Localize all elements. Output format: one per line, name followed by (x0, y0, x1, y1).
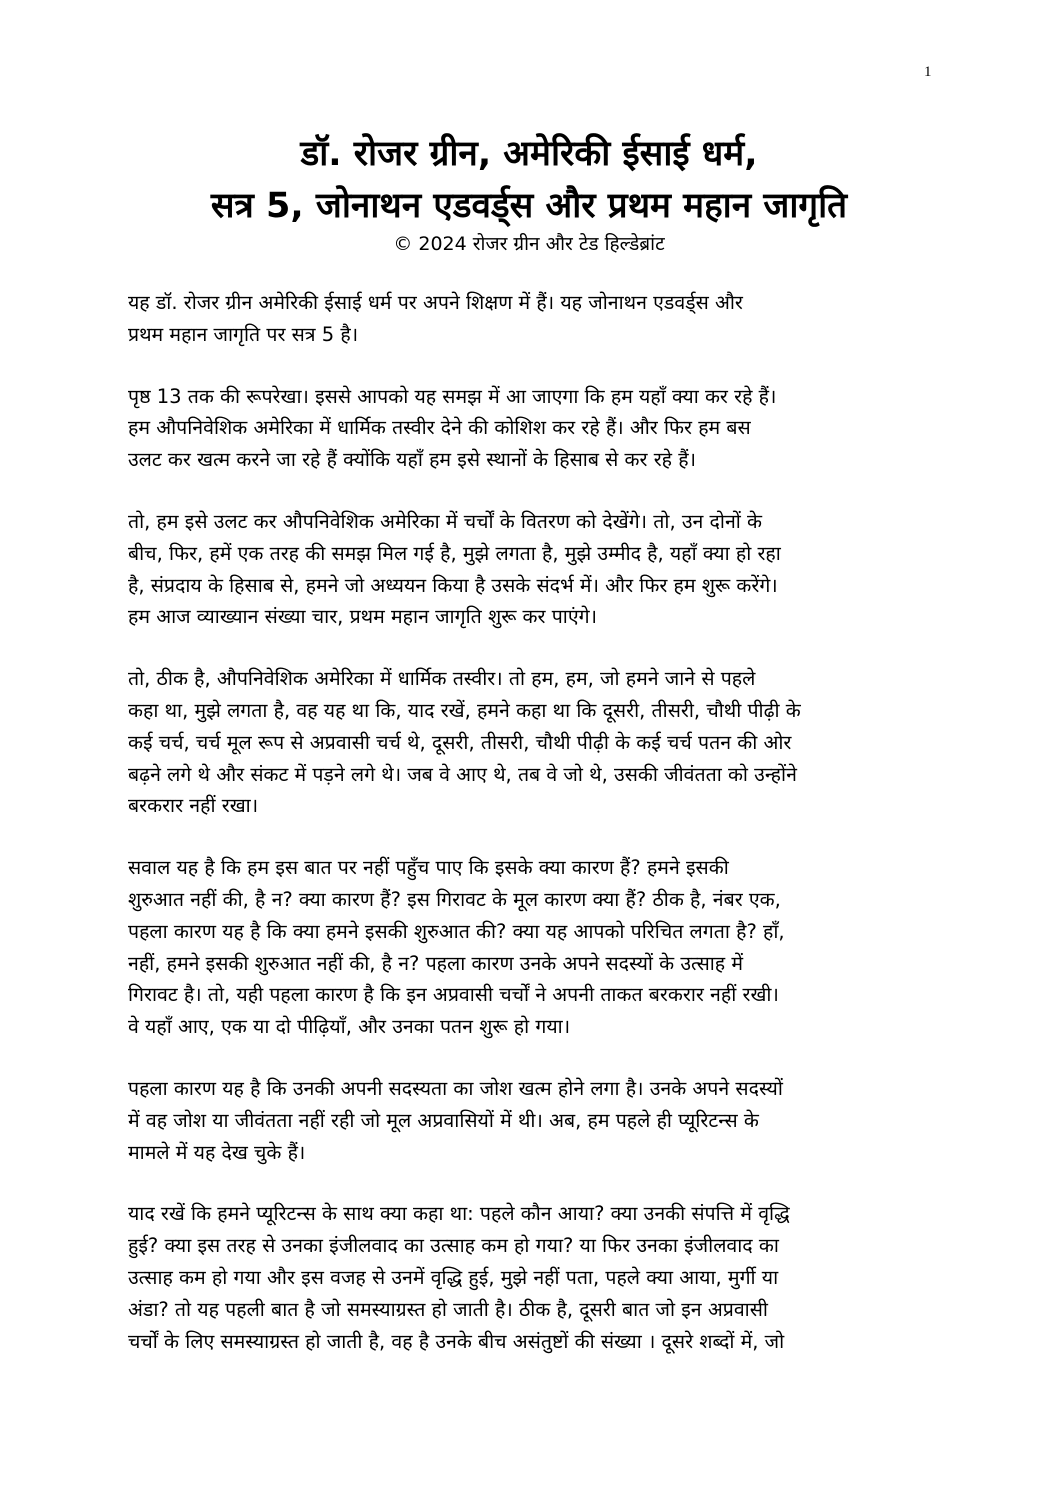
paragraph-line: बीच, फिर, हमें एक तरह की समझ मिल गई है, मुझे लगता है, मुझे उम्मीद है, यहाँ क्या हो रहा (128, 541, 781, 565)
paragraph-line: हुई? क्या इस तरह से उनका इंजीलवाद का उत्साह कम हो गया? या फिर उनका इंजीलवाद का (128, 1234, 779, 1258)
paragraph-line: बरकरार नहीं रखा। (128, 794, 259, 818)
paragraph-line: तो, ठीक है, औपनिवेशिक अमेरिका में धार्मिक तस्वीर। तो हम, हम, जो हमने जाने से पहले (128, 667, 756, 691)
paragraph-line: तो, हम इसे उलट कर औपनिवेशिक अमेरिका में चर्चों के वितरण को देखेंगे। तो, उन दोनों के (128, 509, 762, 533)
paragraph (128, 506, 948, 633)
paragraph-line: बढ़ने लगे थे और संकट में पड़ने लगे थे। जब वे आए थे, तब वे जो थे, उसकी जीवंतता को उन्होंने (128, 762, 797, 786)
title-line: सत्र 5, जोनाथन एडवर्ड्स और प्रथम महान जागृति (210, 186, 848, 226)
paragraph-line: अंडा? तो यह पहली बात है जो समस्याग्रस्त हो जाती है। ठीक है, दूसरी बात जो इन अप्रवासी (128, 1297, 768, 1321)
paragraph-line: यह डॉ. रोजर ग्रीन अमेरिकी ईसाई धर्म पर अपने शिक्षण में हैं। यह जोनाथन एडवर्ड्स और (128, 291, 743, 314)
paragraph-line: उलट कर खत्म करने जा रहे हैं क्योंकि यहाँ हम इसे स्थानों के हिसाब से कर रहे हैं। (128, 448, 696, 472)
paragraph-line: कहा था, मुझे लगता है, वह यह था कि, याद रखें, हमने कहा था कि दूसरी, तीसरी, चौथी पीढ़ी के (128, 698, 801, 722)
paragraph-line: है, संप्रदाय के हिसाब से, हमने जो अध्ययन किया है उसके संदर्भ में। और फिर हम शुरू करेंगे। (128, 573, 778, 597)
paragraph-line: पहला कारण यह है कि क्या हमने इसकी शुरुआत की? क्या यह आपको परिचित लगता है? हाँ, (128, 919, 785, 943)
paragraph-line: याद रखें कि हमने प्यूरिटन्स के साथ क्या कहा था: पहले कौन आया? क्या उनकी संपत्ति में वृद्धि (128, 1202, 790, 1226)
paragraph-line: पृष्ठ 13 तक की रूपरेखा। इससे आपको यह समझ में आ जाएगा कि हम यहाँ क्या कर रहे हैं। (128, 384, 777, 408)
paragraph (128, 287, 948, 351)
paragraph-line: चर्चों के लिए समस्याग्रस्त हो जाती है, वह है उनके बीच असंतुष्टों की संख्या । दूसरे शब्दों में, जो (128, 1329, 785, 1353)
paragraph (128, 1073, 948, 1168)
paragraph (128, 663, 948, 822)
paragraph-line: सवाल यह है कि हम इस बात पर नहीं पहुँच पाए कि इसके क्या कारण हैं? हमने इसकी (128, 856, 729, 880)
paragraph-line: उत्साह कम हो गया और इस वजह से उनमें वृद्धि हुई, मुझे नहीं पता, पहले क्या आया, मुर्गी या (128, 1265, 779, 1289)
paragraph-line: शुरुआत नहीं की, है न? क्या कारण हैं? इस गिरावट के मूल कारण क्या हैं? ठीक है, नंबर एक, (128, 887, 781, 911)
paragraph (128, 1198, 948, 1357)
paragraph (128, 852, 948, 1043)
paragraph-line: में वह जोश या जीवंतता नहीं रही जो मूल अप्रवासियों में थी। अब, हम पहले ही प्यूरिटन्स के (128, 1108, 759, 1132)
paragraph-line: प्रथम महान जागृति पर सत्र 5 है। (128, 322, 359, 346)
paragraph-line: हम औपनिवेशिक अमेरिका में धार्मिक तस्वीर देने की कोशिश कर रहे हैं। और फिर हम बस (128, 416, 751, 440)
paragraph-line: कई चर्च, चर्च मूल रूप से अप्रवासी चर्च थे, दूसरी, तीसरी, चौथी पीढ़ी के कई चर्च पतन की ओर (128, 730, 792, 754)
document-title (0, 128, 1058, 232)
paragraph-line: वे यहाँ आए, एक या दो पीढ़ियाँ, और उनका पतन शुरू हो गया। (128, 1015, 571, 1039)
paragraph-line: पहला कारण यह है कि उनकी अपनी सदस्यता का जोश खत्म होने लगा है। उनके अपने सदस्यों (128, 1076, 783, 1100)
paragraph (128, 381, 948, 476)
page-number: 1 (924, 64, 932, 80)
paragraph-line: मामले में यह देख चुके हैं। (128, 1140, 306, 1164)
copyright-line: © 2024 रोजर ग्रीन और टेड हिल्डेब्रांट (393, 233, 665, 255)
paragraph-line: हम आज व्याख्यान संख्या चार, प्रथम महान जागृति शुरू कर पाएंगे। (128, 605, 597, 629)
paragraph-line: नहीं, हमने इसकी शुरुआत नहीं की, है न? पहला कारण उनके अपने सदस्यों के उत्साह में (128, 951, 744, 975)
paragraph-line: गिरावट है। तो, यही पहला कारण है कि इन अप्रवासी चर्चों ने अपनी ताकत बरकरार नहीं रखी। (128, 983, 779, 1007)
title-line: डॉ. रोजर ग्रीन, अमेरिकी ईसाई धर्म, (300, 134, 758, 174)
document-body (128, 287, 948, 1387)
